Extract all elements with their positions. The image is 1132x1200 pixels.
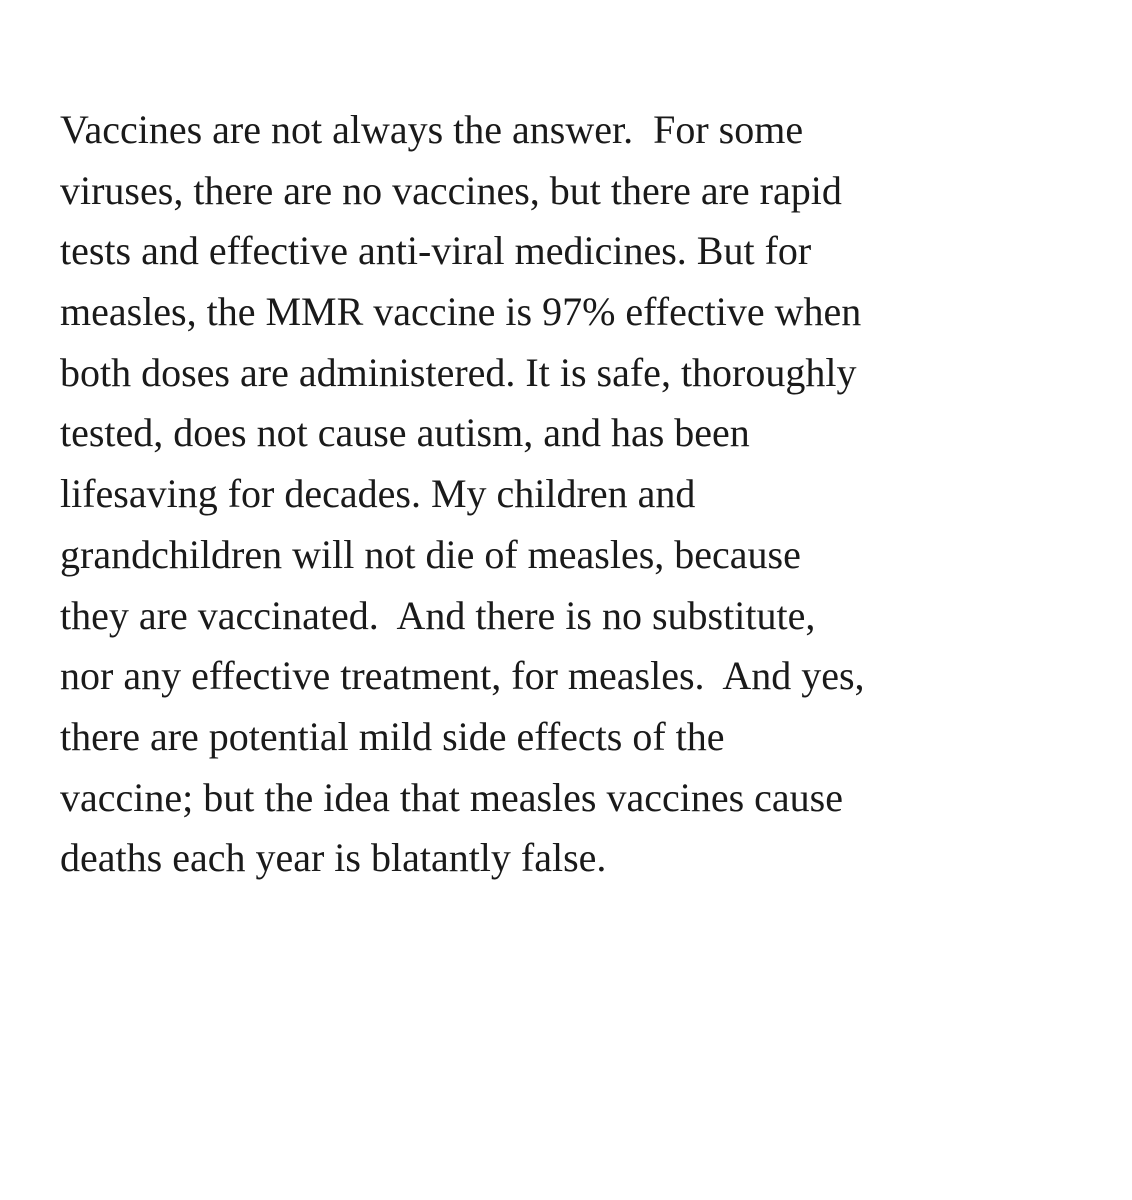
text-line: vaccine; but the idea that measles vaccines cause — [60, 774, 843, 820]
text-line: there are potential mild side effects of the — [60, 713, 725, 759]
text-line: grandchildren will not die of measles, because — [60, 531, 801, 577]
body-paragraph — [60, 100, 1110, 889]
text-line: lifesaving for decades. My children and — [60, 471, 696, 517]
text-line: measles, the MMR vaccine is 97% effective when — [60, 289, 862, 335]
text-line: Vaccines are not always the answer. For some — [60, 107, 804, 152]
text-line: nor any effective treatment, for measles. And yes, — [60, 653, 865, 699]
text-line: both doses are administered. It is safe, thoroughly — [60, 349, 857, 395]
text-line: tested, does not cause autism, and has been — [60, 410, 750, 456]
text-line: viruses, there are no vaccines, but there are rapid — [60, 167, 842, 213]
text-line: deaths each year is blatantly false. — [60, 835, 607, 881]
text-line: tests and effective anti-viral medicines. But for — [60, 228, 812, 274]
text-line: they are vaccinated. And there is no substitute, — [60, 592, 816, 638]
